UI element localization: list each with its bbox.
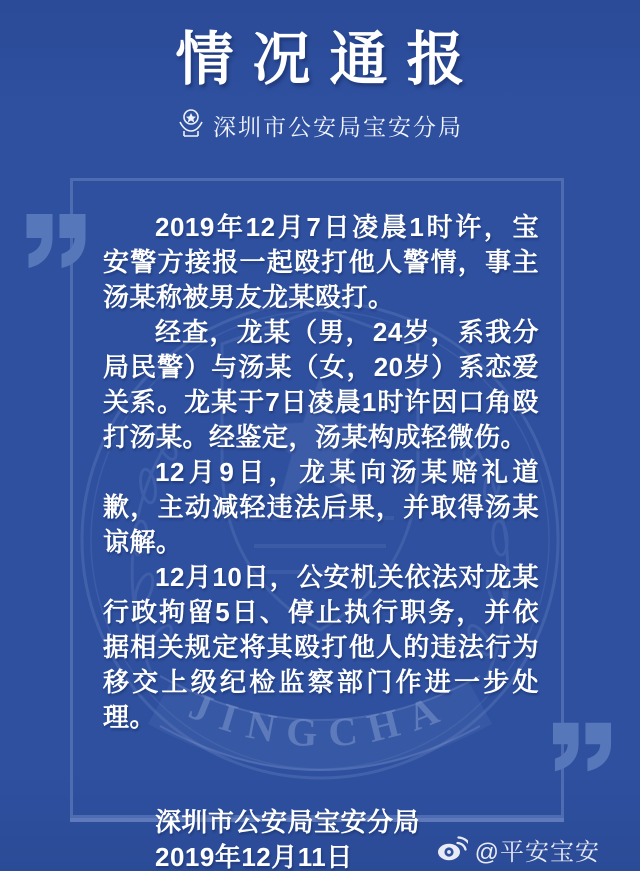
page-title: 情况通报 [175,27,484,92]
paragraph-4: 12月10日，公安机关依法对龙某行政拘留5日、停止执行职务，并依据相关规定将其殴打他人的违法行为移交上级纪检监察部门作进一步处理。 [103,562,539,732]
paragraph-2: 经查，龙某（男，24岁，系我分局民警）与汤某（女，20岁）系恋爱关系。龙某于7日凌晨1时许因口角殴打汤某。经鉴定，汤某构成轻微伤。 [103,317,539,452]
paragraph-3: 12月9日，龙某向汤某赔礼道歉，主动减轻违法后果，并取得汤某谅解。 [103,457,539,557]
footer-credit [436,832,600,867]
watermark-label: JINGCHA [183,682,457,756]
signature-org: 深圳市公安局宝安分局 [155,807,421,837]
notice-body [73,178,561,871]
closing-quote-icon [551,721,613,773]
paragraph-1: 2019年12月7日凌晨1时许，宝安警方接报一起殴打他人警情，事主汤某称被男友龙某殴打。 [103,212,539,312]
signature-date: 2019年12月11日 [155,842,353,871]
police-emblem-icon [177,108,205,143]
header-org-label: 深圳市公安局宝安分局 [213,114,463,140]
weibo-icon [436,834,468,866]
header-org-row [0,108,640,143]
footer-credit-handle: @平安宝安 [474,839,600,866]
